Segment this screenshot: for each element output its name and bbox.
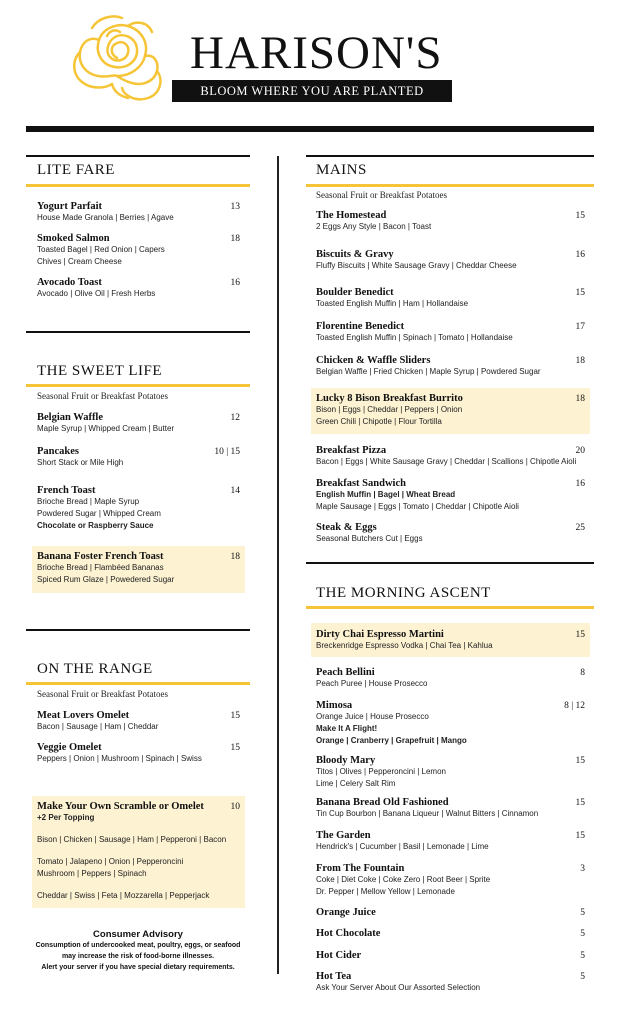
side-note: Seasonal Fruit or Breakfast Potatoes bbox=[316, 190, 447, 200]
section-divider bbox=[306, 562, 594, 564]
brand-title: HARISON'S bbox=[190, 27, 443, 79]
menu-item-peach-bellini: Peach Bellini Peach Puree | House Prosecco bbox=[316, 667, 428, 688]
item-price: 25 bbox=[575, 523, 585, 533]
section-underline bbox=[306, 184, 594, 187]
item-price: 8 | 12 bbox=[564, 701, 585, 711]
item-price: 18 bbox=[230, 234, 240, 244]
item-price: 12 bbox=[230, 413, 240, 423]
menu-item-make-your-own: Make Your Own Scramble or Omelet +2 Per Topping Bison | Chicken | Sausage | Ham | Pepperoni | Bacon Tomato | Jalapeno | Onion | Pepperoncini Mushroom | Peppers | Spinach Cheddar | Swiss | Feta | Mozzarella | Pepperjack bbox=[37, 801, 227, 900]
section-divider bbox=[26, 155, 250, 157]
section-title-lite-fare: LITE FARE bbox=[37, 162, 115, 178]
menu-item-the-homestead: The Homestead 2 Eggs Any Style | Bacon | Toast bbox=[316, 210, 432, 231]
menu-item-orange-juice: Orange Juice bbox=[316, 907, 376, 918]
item-price: 3 bbox=[580, 864, 585, 874]
section-title-on-the-range: ON THE RANGE bbox=[37, 661, 153, 677]
section-underline bbox=[26, 384, 250, 387]
item-price: 15 bbox=[575, 798, 585, 808]
rose-icon bbox=[62, 8, 172, 110]
section-divider bbox=[26, 629, 250, 631]
side-note: Seasonal Fruit or Breakfast Potatoes bbox=[37, 689, 168, 699]
item-price: 5 bbox=[580, 908, 585, 918]
menu-item-lucky-8-burrito: Lucky 8 Bison Breakfast Burrito Bison | Eggs | Cheddar | Peppers | Onion Green Chili | Chipotle | Flour Tortilla bbox=[316, 393, 463, 426]
item-price: 15 bbox=[575, 211, 585, 221]
section-underline bbox=[306, 606, 594, 609]
item-price: 17 bbox=[575, 322, 585, 332]
side-note: Seasonal Fruit or Breakfast Potatoes bbox=[37, 391, 168, 401]
menu-item-biscuits-gravy: Biscuits & Gravy Fluffy Biscuits | White Sausage Gravy | Cheddar Cheese bbox=[316, 249, 517, 270]
item-price: 10 bbox=[230, 802, 240, 812]
menu-item-bloody-mary: Bloody Mary Titos | Olives | Pepperoncini | Lemon Lime | Celery Salt Rim bbox=[316, 755, 446, 788]
item-price: 5 bbox=[580, 972, 585, 982]
menu-item-french-toast: French Toast Brioche Bread | Maple Syrup Powdered Sugar | Whipped Cream Chocolate or Raspberry Sauce bbox=[37, 485, 161, 530]
item-price: 15 bbox=[575, 630, 585, 640]
menu-item-hot-chocolate: Hot Chocolate bbox=[316, 928, 381, 939]
item-price: 16 bbox=[575, 250, 585, 260]
section-underline bbox=[26, 184, 250, 187]
item-price: 14 bbox=[230, 486, 240, 496]
menu-item-hot-cider: Hot Cider bbox=[316, 950, 362, 961]
section-title-morning-ascent: THE MORNING ASCENT bbox=[316, 585, 491, 601]
menu-item-hot-tea: Hot Tea Ask Your Server About Our Assorted Selection bbox=[316, 971, 481, 992]
item-price: 5 bbox=[580, 929, 585, 939]
item-price: 15 bbox=[575, 288, 585, 298]
menu-item-steak-eggs: Steak & Eggs Seasonal Butchers Cut | Eggs bbox=[316, 522, 423, 543]
menu-item-avocado-toast: Avocado Toast Avocado | Olive Oil | Fresh Herbs bbox=[37, 277, 156, 298]
item-price: 16 bbox=[230, 278, 240, 288]
section-divider bbox=[26, 331, 250, 333]
header-divider bbox=[26, 126, 594, 132]
item-price: 5 bbox=[580, 951, 585, 961]
item-price: 10 | 15 bbox=[214, 447, 240, 457]
menu-item-banana-bread-old-fashioned: Banana Bread Old Fashioned Tin Cup Bourbon | Banana Liqueur | Walnut Bitters | Cinnamon bbox=[316, 797, 539, 818]
item-price: 15 bbox=[575, 756, 585, 766]
item-price: 8 bbox=[580, 668, 585, 678]
menu-item-smoked-salmon: Smoked Salmon Toasted Bagel | Red Onion | Capers Chives | Cream Cheese bbox=[37, 233, 165, 266]
section-title-sweet-life: THE SWEET LIFE bbox=[37, 363, 163, 379]
column-divider bbox=[277, 156, 279, 974]
menu-item-meat-lovers-omelet: Meat Lovers Omelet Bacon | Sausage | Ham | Cheddar bbox=[37, 710, 159, 731]
menu-item-boulder-benedict: Boulder Benedict Toasted English Muffin | Ham | Hollandaise bbox=[316, 287, 469, 308]
section-divider bbox=[306, 155, 594, 157]
consumer-advisory: Consumer Advisory Consumption of undercooked meat, poultry, eggs, or seafood may increase the risk of food-borne illnesses. Alert your server if you have special dietary requirements. bbox=[35, 929, 241, 971]
menu-item-belgian-waffle: Belgian Waffle Maple Syrup | Whipped Cream | Butter bbox=[37, 412, 175, 433]
menu-item-from-the-fountain: From The Fountain Coke | Diet Coke | Coke Zero | Root Beer | Sprite Dr. Pepper | Mellow Yellow | Lemonade bbox=[316, 863, 491, 896]
item-price: 20 bbox=[575, 446, 585, 456]
menu-item-veggie-omelet: Veggie Omelet Peppers | Onion | Mushroom | Spinach | Swiss bbox=[37, 742, 202, 763]
item-price: 15 bbox=[575, 831, 585, 841]
item-price: 18 bbox=[575, 356, 585, 366]
item-price: 13 bbox=[230, 202, 240, 212]
menu-item-breakfast-pizza: Breakfast Pizza Bacon | Eggs | White Sausage Gravy | Cheddar | Scallions | Chipotle Aioli bbox=[316, 445, 577, 466]
item-price: 18 bbox=[575, 394, 585, 404]
section-underline bbox=[26, 682, 250, 685]
item-price: 15 bbox=[230, 711, 240, 721]
menu-item-yogurt-parfait: Yogurt Parfait House Made Granola | Berries | Agave bbox=[37, 201, 174, 222]
section-title-mains: MAINS bbox=[316, 162, 367, 178]
menu-item-pancakes: Pancakes Short Stack or Mile High bbox=[37, 446, 124, 467]
menu-item-the-garden: The Garden Hendrick's | Cucumber | Basil | Lemonade | Lime bbox=[316, 830, 489, 851]
item-price: 15 bbox=[230, 743, 240, 753]
menu-item-banana-foster: Banana Foster French Toast Brioche Bread | Flambéed Bananas Spiced Rum Glaze | Powedered Sugar bbox=[37, 551, 175, 584]
menu-item-breakfast-sandwich: Breakfast Sandwich English Muffin | Bagel | Wheat Bread Maple Sausage | Eggs | Tomato | Cheddar | Chipotle Aioli bbox=[316, 478, 519, 511]
menu-item-chicken-waffle-sliders: Chicken & Waffle Sliders Belgian Waffle | Fried Chicken | Maple Syrup | Powdered Sugar bbox=[316, 355, 541, 376]
menu-item-mimosa: Mimosa Orange Juice | House Prosecco Make It A Flight! Orange | Cranberry | Grapefruit | Mango bbox=[316, 700, 467, 745]
menu-item-florentine-benedict: Florentine Benedict Toasted English Muffin | Spinach | Tomato | Hollandaise bbox=[316, 321, 513, 342]
item-price: 18 bbox=[230, 552, 240, 562]
item-price: 16 bbox=[575, 479, 585, 489]
menu-item-dirty-chai-martini: Dirty Chai Espresso Martini Breckenridge Espresso Vodka | Chai Tea | Kahlua bbox=[316, 629, 493, 650]
tagline-banner: BLOOM WHERE YOU ARE PLANTED bbox=[172, 80, 452, 102]
